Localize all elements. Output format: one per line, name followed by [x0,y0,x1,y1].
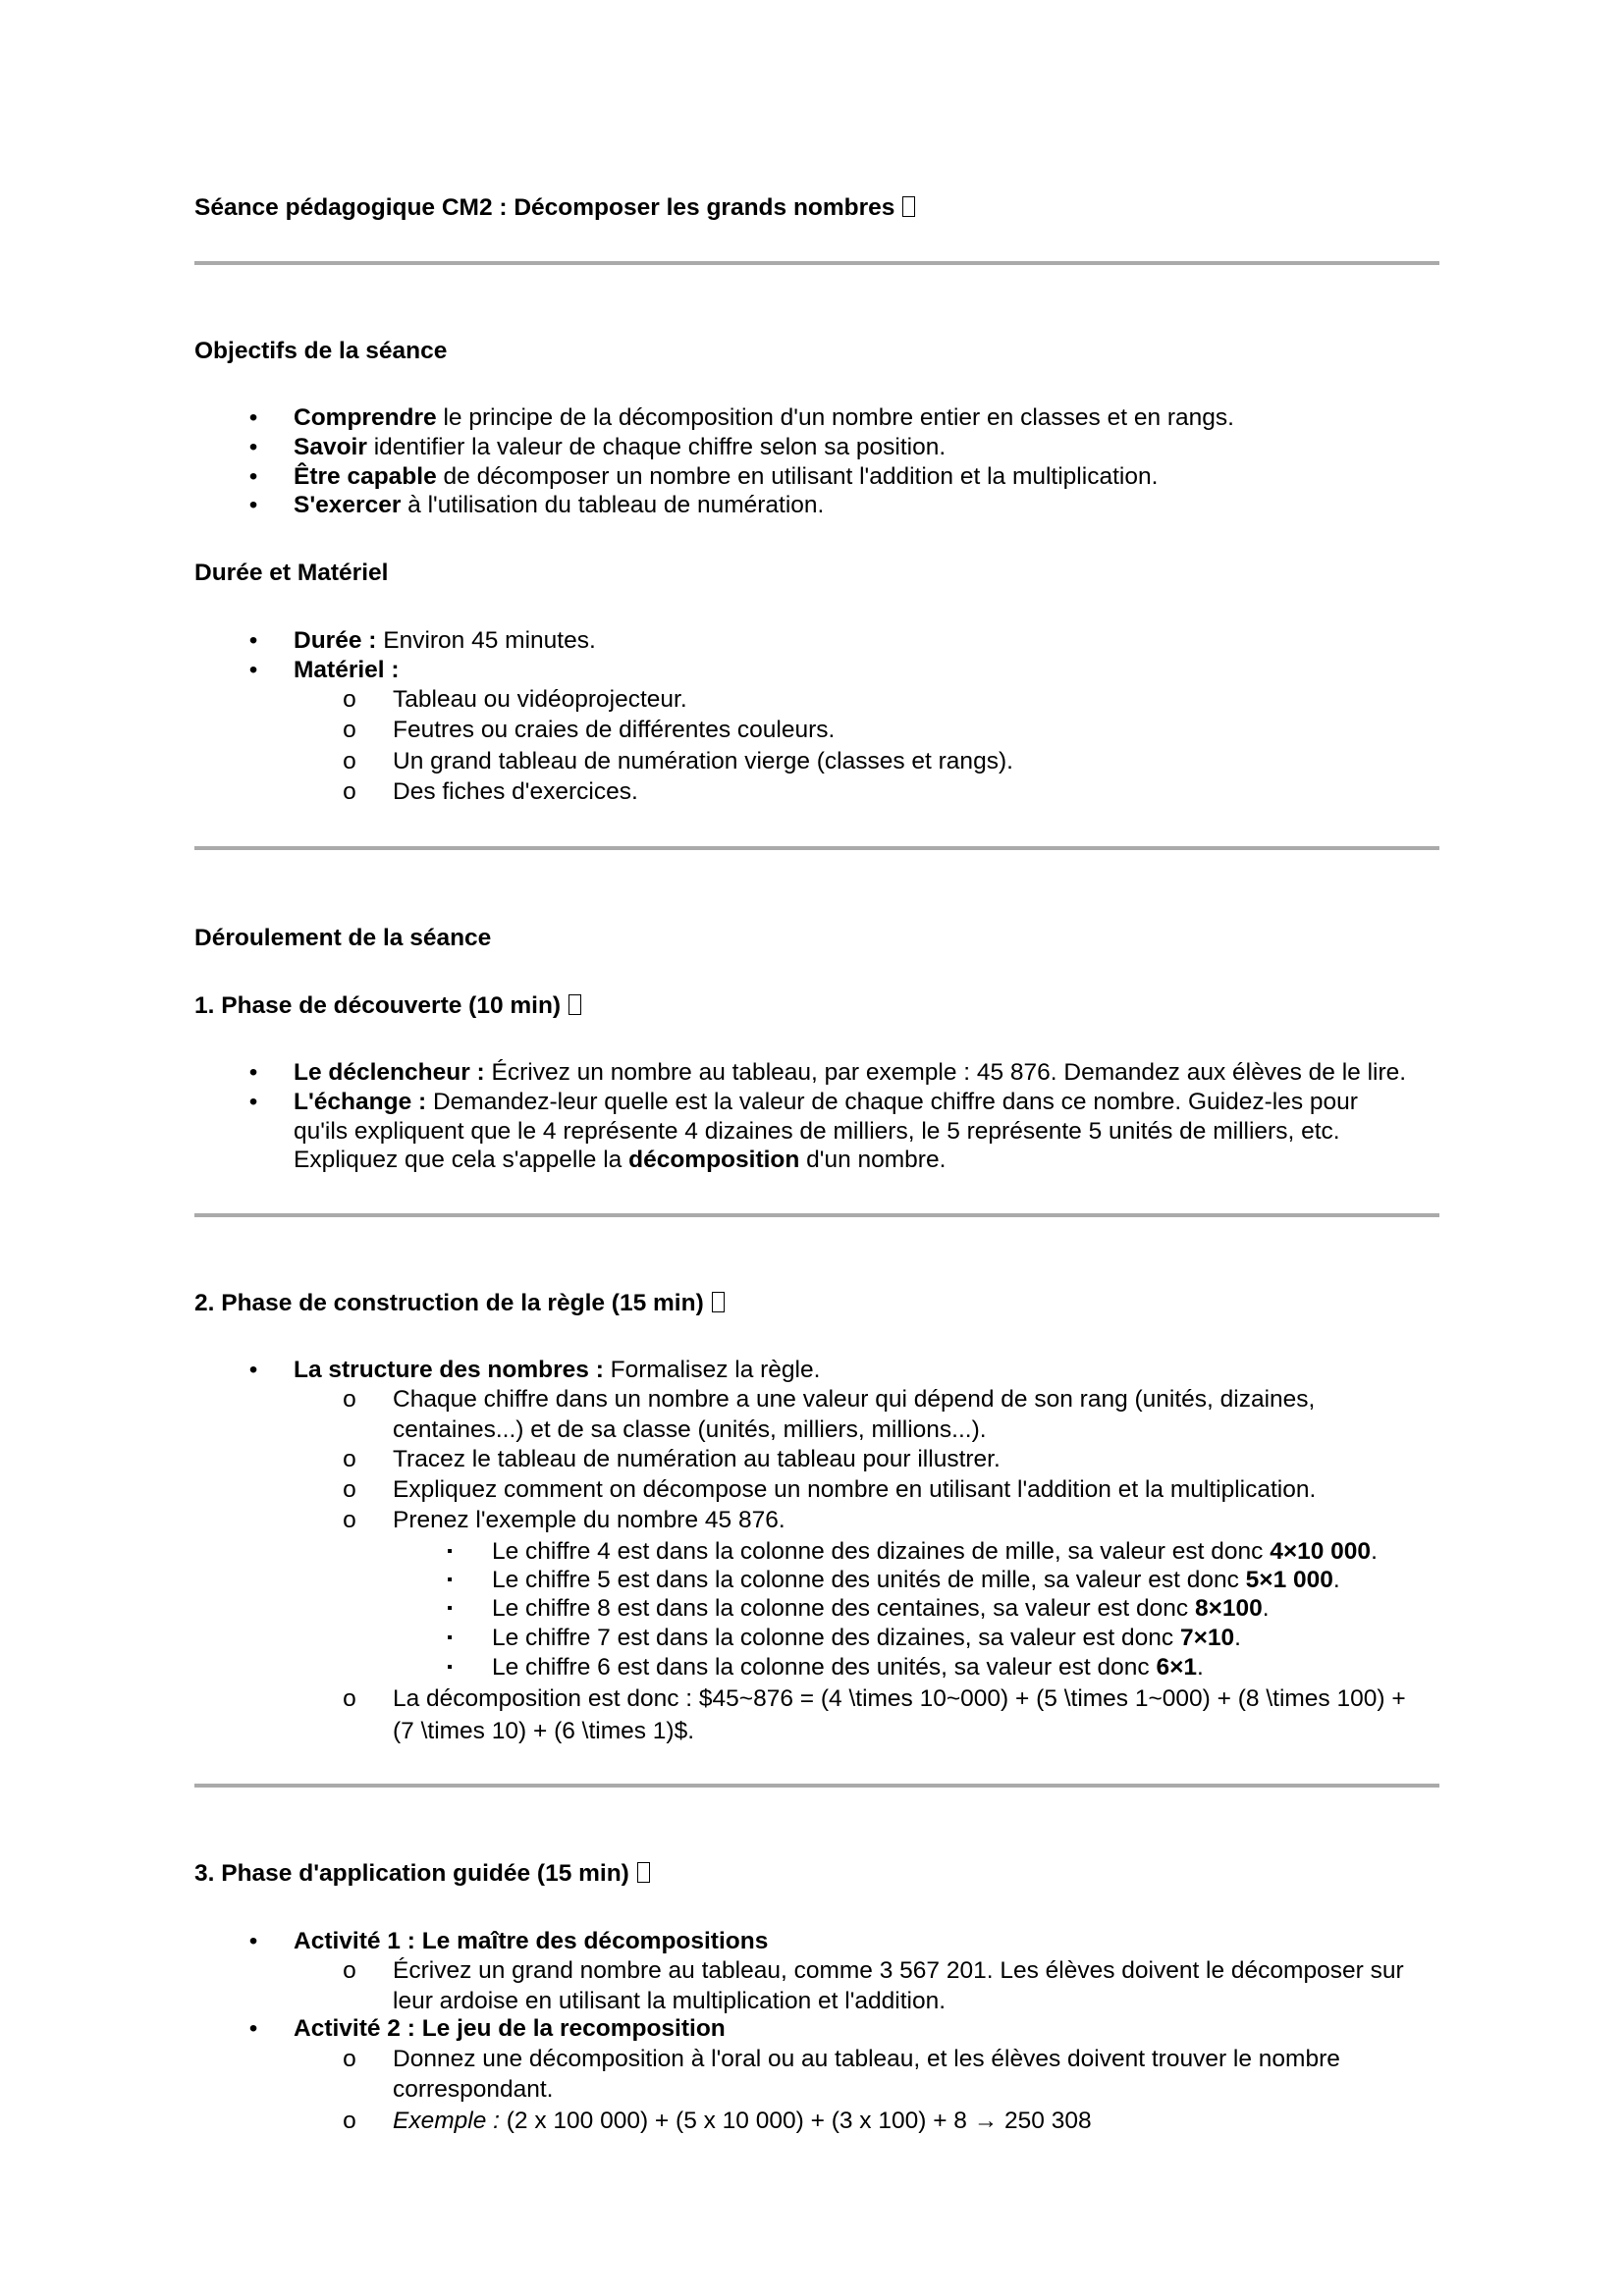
bullet-icon: • [248,404,258,431]
divider [194,1784,1439,1788]
section-heading-deroulement: Déroulement de la séance [194,925,492,951]
bullet-icon: • [248,463,258,490]
bullet-icon: • [248,434,258,460]
circle-bullet-icon: o [343,1446,356,1472]
circle-bullet-icon: o [343,2046,356,2072]
page-title: Séance pédagogique CM2 : Décomposer les grands nombres [194,193,915,223]
circle-bullet-icon: o [343,778,356,805]
divider [194,846,1439,850]
phase-heading: 1. Phase de découverte (10 min) [194,991,581,1021]
bullet-icon: • [248,1089,258,1115]
circle-bullet-icon: o [343,2108,356,2134]
section-heading-duree: Durée et Matériel [194,560,389,586]
square-bullet-icon: ▪ [447,1659,453,1676]
phase-heading: 2. Phase de construction de la règle (15 min) [194,1289,725,1318]
divider [194,1213,1439,1217]
bullet-icon: • [248,2015,258,2042]
circle-bullet-icon: o [343,1685,356,1712]
bullet-icon: • [248,627,258,654]
emoji-placeholder-icon [637,1862,650,1883]
circle-bullet-icon: o [343,1386,356,1413]
square-bullet-icon: ▪ [447,1572,453,1588]
bullet-icon: • [248,657,258,683]
circle-bullet-icon: o [343,748,356,774]
circle-bullet-icon: o [343,1507,356,1533]
circle-bullet-icon: o [343,1476,356,1503]
bullet-icon: • [248,492,258,518]
section-heading-objectifs: Objectifs de la séance [194,338,448,364]
emoji-placeholder-icon [902,196,915,217]
phase-heading: 3. Phase d'application guidée (15 min) [194,1859,650,1889]
circle-bullet-icon: o [343,717,356,743]
circle-bullet-icon: o [343,686,356,713]
square-bullet-icon: ▪ [447,1629,453,1646]
bullet-icon: • [248,1059,258,1086]
circle-bullet-icon: o [343,1957,356,1984]
divider [194,261,1439,265]
emoji-placeholder-icon [712,1292,725,1312]
emoji-placeholder-icon [568,994,581,1015]
bullet-icon: • [248,1928,258,1954]
square-bullet-icon: ▪ [447,1600,453,1617]
bullet-icon: • [248,1357,258,1383]
square-bullet-icon: ▪ [447,1543,453,1560]
